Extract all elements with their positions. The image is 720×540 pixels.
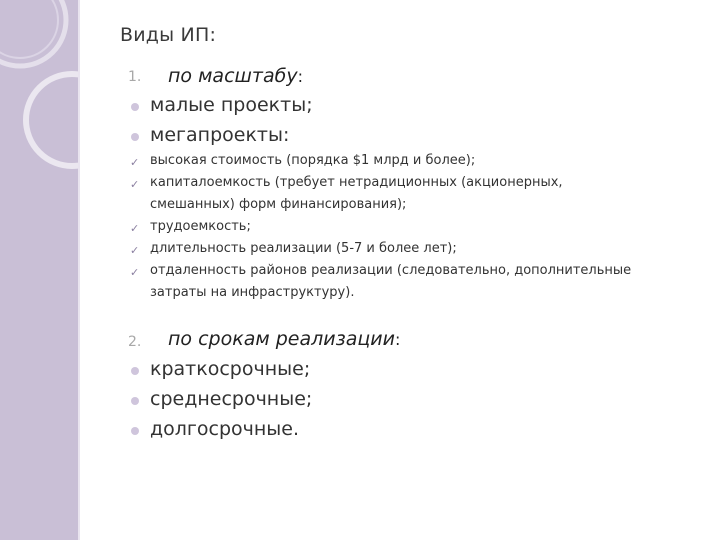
check-item-4-line-1: длительность реализации (5-7 и более лет); — [150, 241, 457, 256]
check-item-2-line-2: смешанных) форм финансирования); — [150, 197, 407, 212]
section2-heading — [168, 328, 400, 350]
section1-bullet-2: мегапроекты: — [150, 124, 290, 146]
section2-bullet-3: долгосрочные. — [150, 418, 300, 440]
check-item-5-line-1: отдаленность районов реализации (следовательно, дополнительные — [150, 263, 632, 278]
section2-colon: : — [394, 330, 401, 349]
section1-bullet-1: малые проекты; — [150, 94, 313, 116]
bullet-dot — [131, 103, 139, 111]
section1-heading-text: по масштабу — [168, 65, 298, 87]
section2-bullet-2: среднесрочные; — [150, 388, 313, 410]
section2-number: 2. — [128, 334, 142, 350]
bullet-dot — [131, 397, 139, 405]
check-item-3-line-1: трудоемкость; — [150, 219, 251, 234]
check-item-2-line-1: капиталоемкость (требует нетрадиционных (акционерных, — [150, 175, 563, 190]
bullet-dot — [131, 367, 139, 375]
check-item-1-line-1: высокая стоимость (порядка $1 млрд и более); — [150, 153, 476, 168]
checkmark-icon: ✓ — [130, 178, 140, 191]
section1-heading — [168, 65, 303, 87]
checkmark-icon: ✓ — [130, 266, 140, 279]
section1-number: 1. — [128, 69, 142, 85]
checkmark-icon: ✓ — [130, 244, 140, 257]
bullet-dot — [131, 427, 139, 435]
section1-colon: : — [297, 67, 303, 86]
check-item-5-line-2: затраты на инфраструктуру). — [150, 285, 355, 300]
section2-heading-text: по срокам реализации — [168, 328, 395, 350]
checkmark-icon: ✓ — [130, 156, 140, 169]
bullet-dot — [131, 133, 139, 141]
section2-bullet-1: краткосрочные; — [150, 358, 311, 380]
checkmark-icon: ✓ — [130, 222, 140, 235]
slide-title: Виды ИП: — [120, 24, 217, 46]
